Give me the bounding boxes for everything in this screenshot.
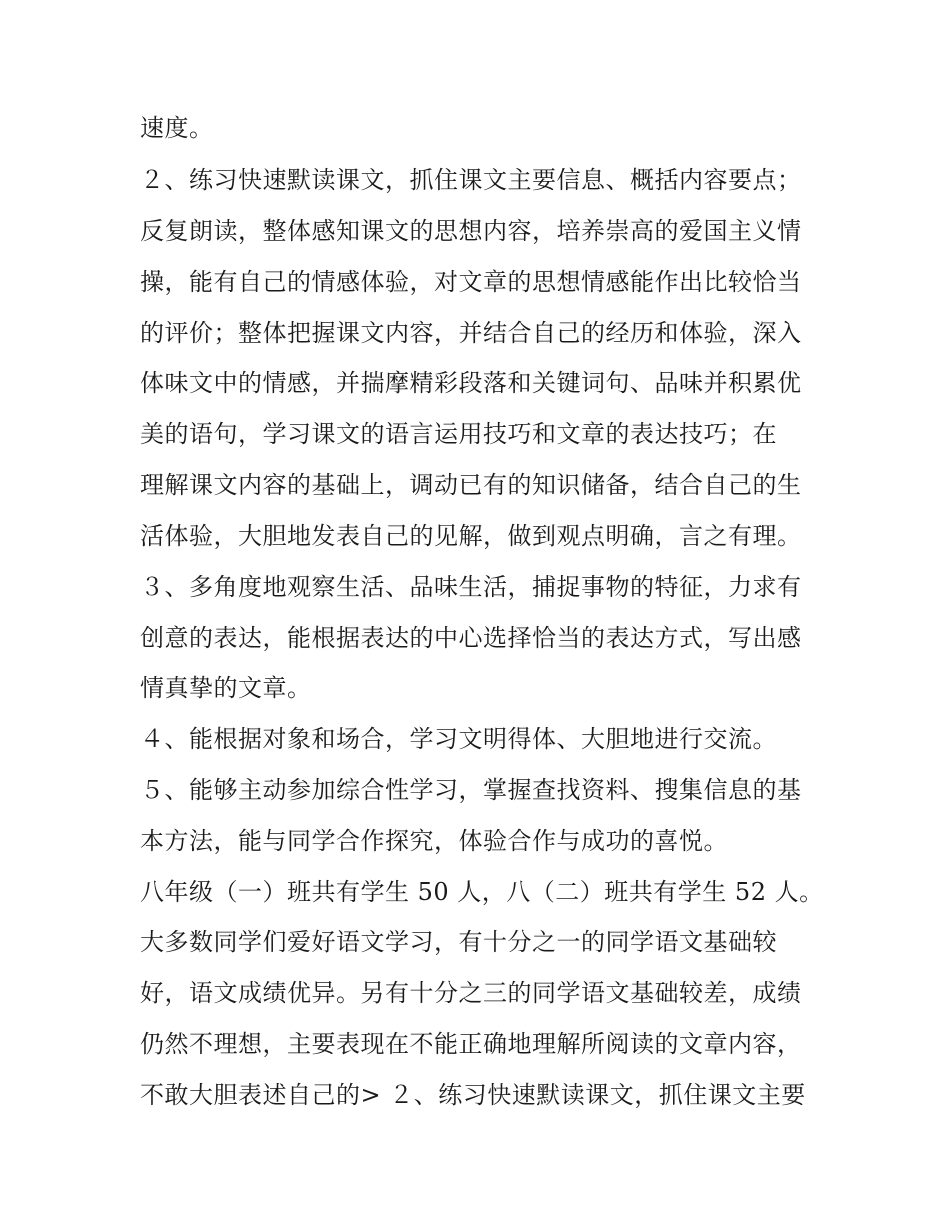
text-line: 创意的表达，能根据表达的中心选择恰当的表达方式，写出感 bbox=[140, 624, 802, 652]
text-line: ２、练习快速默读课文，抓住课文主要信息、概括内容要点； bbox=[140, 166, 802, 194]
text-line: 八年级（一）班共有学生 50 人，八（二）班共有学生 52 人。 bbox=[140, 878, 824, 906]
text-line: 体味文中的情感，并揣摩精彩段落和关键词句、品味并积累优 bbox=[140, 369, 802, 397]
text-line: ５、能够主动参加综合性学习，掌握查找资料、搜集信息的基 bbox=[140, 776, 802, 804]
text-line: 大多数同学们爱好语文学习，有十分之一的同学语文基础较 bbox=[140, 928, 777, 956]
text-line: 仍然不理想，主要表现在不能正确地理解所阅读的文章内容， bbox=[140, 1030, 802, 1058]
text-line: 活体验，大胆地发表自己的见解，做到观点明确，言之有理。 bbox=[140, 522, 802, 550]
text-line: 不敢大胆表述自己的> ２、练习快速默读课文，抓住课文主要 bbox=[140, 1081, 806, 1109]
text-line: 理解课文内容的基础上，调动已有的知识储备，结合自己的生 bbox=[140, 471, 802, 499]
text-line: 操，能有自己的情感体验，对文章的思想情感能作出比较恰当 bbox=[140, 268, 802, 296]
text-line: 情真挚的文章。 bbox=[140, 674, 312, 702]
text-line: 反复朗读，整体感知课文的思想内容，培养崇高的爱国主义情 bbox=[140, 217, 802, 245]
text-line: 本方法，能与同学合作探究，体验合作与成功的喜悦。 bbox=[140, 827, 728, 855]
text-line: ３、多角度地观察生活、品味生活，捕捉事物的特征，力求有 bbox=[140, 573, 802, 601]
text-line: ４、能根据对象和场合，学习文明得体、大胆地进行交流。 bbox=[140, 725, 777, 753]
text-line: 美的语句，学习课文的语言运用技巧和文章的表达技巧；在 bbox=[140, 420, 777, 448]
text-line: 速度。 bbox=[140, 114, 214, 142]
text-line: 好，语文成绩优异。另有十分之三的同学语文基础较差，成绩 bbox=[140, 979, 802, 1007]
text-line: 的评价；整体把握课文内容，并结合自己的经历和体验，深入 bbox=[140, 319, 802, 347]
